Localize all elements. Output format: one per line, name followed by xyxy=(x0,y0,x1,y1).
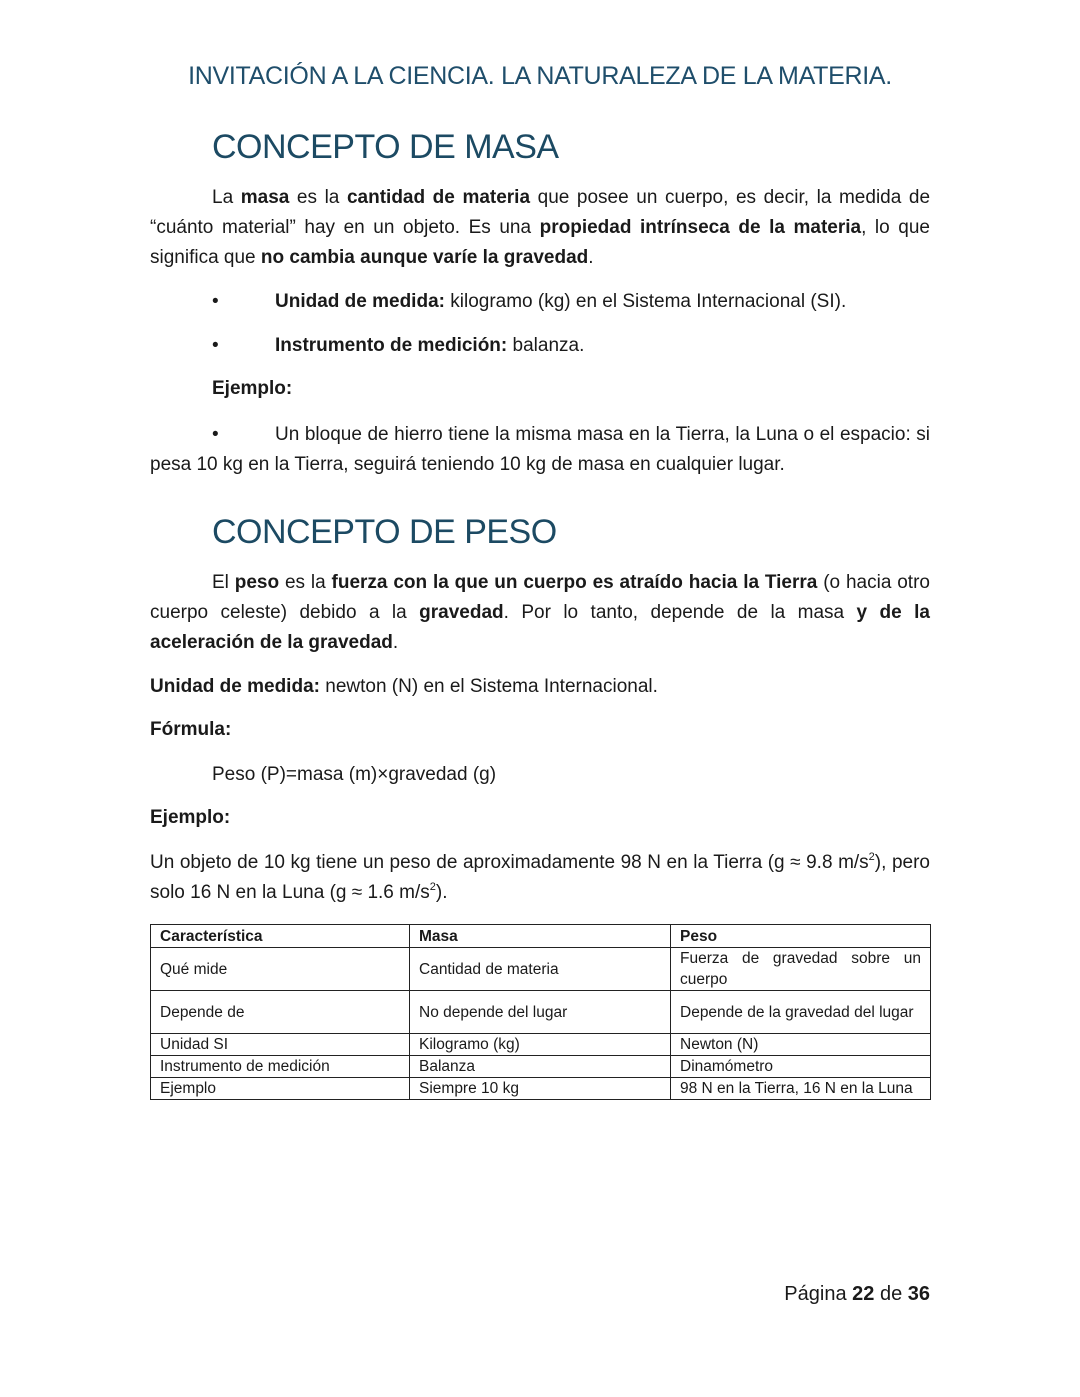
text-run: que posee un cuerpo, es decir, la medida de “cuánto material” hay en un objeto. Es una xyxy=(150,187,931,238)
of-word: de xyxy=(874,1283,908,1305)
table-cell: Balanza xyxy=(410,1056,671,1078)
table-header-cell: Peso xyxy=(671,925,931,948)
table-cell: Depende de la gravedad del lugar xyxy=(671,991,931,1034)
bold-term: y de la aceleración de la gravedad xyxy=(150,602,930,653)
text-run: (o hacia otro cuerpo celeste) debido a la xyxy=(150,572,930,623)
bullet-label: Unidad de medida: xyxy=(275,291,445,312)
table-header-cell: Característica xyxy=(151,925,410,948)
peso-example-text xyxy=(150,848,930,908)
text-run: La xyxy=(212,187,241,208)
text-run: . xyxy=(392,632,399,653)
table-cell: Qué mide xyxy=(151,948,410,991)
peso-example-label: Ejemplo: xyxy=(150,807,231,828)
table-row xyxy=(151,1056,931,1078)
table-header-row xyxy=(151,925,931,948)
table-row xyxy=(151,948,931,991)
text-run: ), pero solo 16 N en la Luna (g ≈ 1.6 m/s xyxy=(150,852,930,903)
text-run: , lo que significa que xyxy=(150,217,930,268)
bold-term: masa xyxy=(240,187,290,208)
table-row xyxy=(151,1078,931,1100)
masa-intro-paragraph xyxy=(150,183,930,273)
table-cell: Fuerza de gravedad sobre un cuerpo xyxy=(671,948,931,991)
table-cell: 98 N en la Tierra, 16 N en la Luna xyxy=(671,1078,931,1100)
page-word: Página xyxy=(784,1283,853,1305)
superscript: 2 xyxy=(429,881,436,893)
table-row xyxy=(151,1034,931,1056)
text-run: . xyxy=(588,247,594,268)
bullet-icon: • xyxy=(212,335,219,356)
unit-text: newton (N) en el Sistema Internacional. xyxy=(319,676,658,697)
bullet-label: Instrumento de medición: xyxy=(275,335,508,356)
table-cell: Unidad SI xyxy=(151,1034,410,1056)
running-header: INVITACIÓN A LA CIENCIA. LA NATURALEZA DE LA MATERIA. xyxy=(188,62,892,90)
peso-unit-line xyxy=(150,676,658,698)
current-page: 22 xyxy=(852,1283,875,1305)
comparison-table xyxy=(150,924,931,1100)
bullet-icon: • xyxy=(212,291,219,312)
table-header-cell: Masa xyxy=(410,925,671,948)
table-cell: Cantidad de materia xyxy=(410,948,671,991)
text-run: Un objeto de 10 kg tiene un peso de aproximadamente 98 N en la Tierra (g ≈ 9.8 m/s xyxy=(150,852,869,873)
formula-text: Peso (P)=masa (m)×gravedad (g) xyxy=(212,764,497,785)
total-pages: 36 xyxy=(907,1283,930,1305)
table-cell: Instrumento de medición xyxy=(151,1056,410,1078)
table-cell: Ejemplo xyxy=(151,1078,410,1100)
table-cell: No depende del lugar xyxy=(410,991,671,1034)
bold-term: peso xyxy=(234,572,280,593)
table-cell: Dinamómetro xyxy=(671,1056,931,1078)
bullet-text: balanza. xyxy=(507,335,585,356)
table-cell: Newton (N) xyxy=(671,1034,931,1056)
bold-term: no cambia aunque varíe la gravedad xyxy=(260,247,589,268)
table-row xyxy=(151,991,931,1034)
bullet-icon: • xyxy=(212,424,219,445)
table-cell: Siempre 10 kg xyxy=(410,1078,671,1100)
peso-intro-paragraph xyxy=(150,568,930,658)
bold-term: gravedad xyxy=(419,602,504,623)
table-cell: Depende de xyxy=(151,991,410,1034)
bold-term: propiedad intrínseca de la materia xyxy=(539,217,862,238)
page-number-footer xyxy=(784,1283,930,1306)
unit-label: Unidad de medida: xyxy=(150,676,320,697)
text-run: es la xyxy=(279,572,332,593)
bold-term: cantidad de materia xyxy=(346,187,531,208)
bullet-text: kilogramo (kg) en el Sistema Internacional (SI). xyxy=(444,291,847,312)
text-run: El xyxy=(212,572,235,593)
text-run: es la xyxy=(289,187,347,208)
text-run: . Por lo tanto, depende de la masa xyxy=(503,602,857,623)
formula-label: Fórmula: xyxy=(150,719,232,740)
table-cell: Kilogramo (kg) xyxy=(410,1034,671,1056)
masa-example-label: Ejemplo: xyxy=(212,378,293,399)
section-title-peso: CONCEPTO DE PESO xyxy=(212,513,557,551)
superscript: 2 xyxy=(868,851,875,863)
section-title-masa: CONCEPTO DE MASA xyxy=(212,128,559,166)
bold-term: fuerza con la que un cuerpo es atraído hacia la Tierra xyxy=(331,572,818,593)
masa-example-text: Un bloque de hierro tiene la misma masa en la Tierra, la Luna o el espacio: si pesa 10 kg en la Tierra, seguirá teniendo 10 kg de masa en cualquier lugar. xyxy=(150,424,930,475)
text-run: ). xyxy=(435,882,448,903)
